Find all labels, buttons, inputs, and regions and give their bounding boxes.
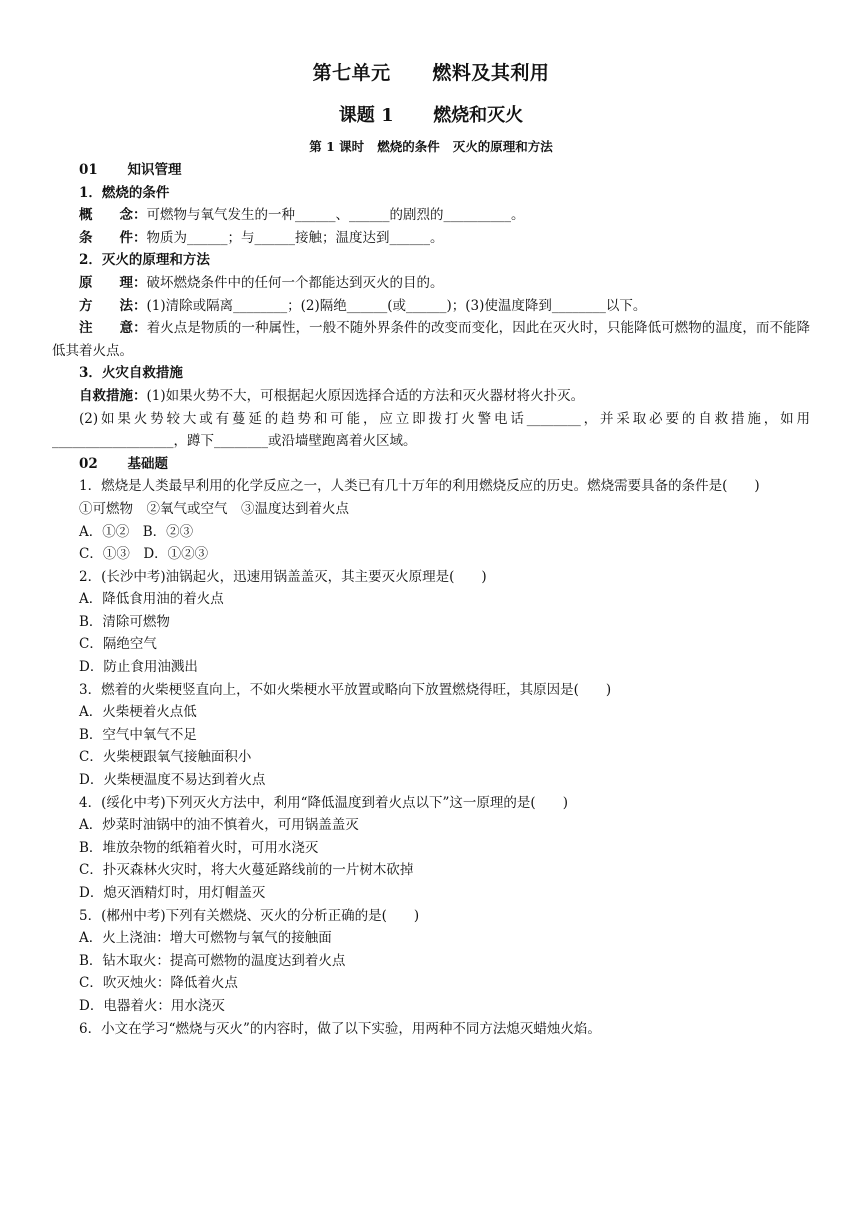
knowledge-self-rescue-2: (2)如果火势较大或有蔓延的趋势和可能，应立即拨打火警电话________，并采取必要的自救措施，如用__________________，蹲下________或沿墙壁跑离着火区域。 — [52, 410, 810, 450]
question-5-option-c: C．吹灭烛火：降低着火点 — [79, 975, 238, 992]
question-3-option-b: B．空气中氧气不足 — [79, 726, 197, 743]
knowledge-concept: 概 念：可燃物与氧气发生的一种______、______的剧烈的__________。 — [79, 207, 525, 224]
knowledge-self-rescue: 自救措施：(1)如果火势不大，可根据起火原因选择合适的方法和灭火器材将火扑灭。 — [79, 387, 585, 404]
question-4-option-b: B．堆放杂物的纸箱着火时，可用水浇灭 — [79, 839, 319, 856]
question-4-option-c: C．扑灭森林火灾时，将大火蔓延路线前的一片树木砍掉 — [79, 862, 414, 879]
knowledge-note: 注 意：着火点是物质的一种属性，一般不随外界条件的改变而变化，因此在灭火时，只能降低可燃物的温度，而不能降低其着火点。 — [52, 320, 811, 359]
question-2-stem: 2．(长沙中考)油锅起火，迅速用锅盖盖灭，其主要灭火原理是( ) — [79, 568, 487, 585]
section-heading-knowledge: 01 知识管理 — [79, 162, 182, 178]
question-5-option-b: B．钻木取火：提高可燃物的温度达到着火点 — [79, 952, 346, 969]
question-2-option-d: D．防止食用油溅出 — [79, 659, 198, 676]
section-heading-basic: 02 基础题 — [79, 455, 168, 472]
question-6-stem: 6．小文在学习“燃烧与灭火”的内容时，做了以下实验，用两种不同方法熄灭蜡烛火焰。 — [79, 1020, 601, 1037]
question-2-option-c: C．隔绝空气 — [79, 636, 157, 653]
question-1-stem: 1．燃烧是人类最早利用的化学反应之一，人类已有几十万年的利用燃烧反应的历史。燃烧需要具备的条件是( ) — [79, 478, 760, 495]
question-3-option-c: C．火柴梗跟氧气接触面积小 — [79, 749, 252, 766]
question-1-options-cd: C．①③ D．①②③ — [79, 546, 209, 563]
knowledge-heading-fire-safety: 3．火灾自救措施 — [79, 365, 183, 382]
question-5-option-a: A．火上浇油：增大可燃物与氧气的接触面 — [79, 930, 332, 947]
question-2-option-b: B．清除可燃物 — [79, 613, 170, 630]
question-1-items: ①可燃物 ②氧气或空气 ③温度达到着火点 — [79, 500, 349, 517]
question-1-options-ab: A．①② B．②③ — [79, 523, 194, 540]
knowledge-conditions: 条 件：物质为______；与______接触；温度达到______。 — [79, 229, 444, 246]
knowledge-heading-extinguishing: 2．灭火的原理和方法 — [79, 252, 210, 269]
question-4-stem: 4．(绥化中考)下列灭火方法中，利用“降低温度到着火点以下”这一原理的是( ) — [79, 794, 568, 811]
worksheet-page — [52, 58, 810, 1040]
question-4-option-d: D．熄灭酒精灯时，用灯帽盖灭 — [79, 885, 266, 901]
knowledge-heading-combustion-conditions: 1．燃烧的条件 — [79, 184, 170, 201]
question-2-option-a: A．降低食用油的着火点 — [79, 591, 224, 608]
question-5-stem: 5．(郴州中考)下列有关燃烧、灭火的分析正确的是( ) — [79, 907, 420, 924]
question-3-option-d: D．火柴梗温度不易达到着火点 — [79, 772, 266, 789]
question-3-option-a: A．火柴梗着火点低 — [79, 704, 197, 721]
knowledge-methods: 方 法：(1)清除或隔离________；(2)隔绝______(或______)；(3)使温度降到________以下。 — [79, 297, 647, 314]
lesson-title: 课题 1 燃烧和灭火 — [338, 105, 524, 126]
question-5-option-d: D．电器着火：用水浇灭 — [79, 997, 225, 1014]
knowledge-principle: 原 理：破坏燃烧条件中的任何一个都能达到灭火的目的。 — [79, 274, 444, 291]
unit-title: 第七单元 燃料及其利用 — [312, 62, 550, 84]
question-4-option-a: A．炒菜时油锅中的油不慎着火，可用锅盖盖灭 — [79, 817, 359, 834]
period-title: 第 1 课时 燃烧的条件 灭火的原理和方法 — [309, 139, 553, 154]
question-3-stem: 3．燃着的火柴梗竖直向上，不如火柴梗水平放置或略向下放置燃烧得旺，其原因是( ) — [79, 681, 612, 698]
